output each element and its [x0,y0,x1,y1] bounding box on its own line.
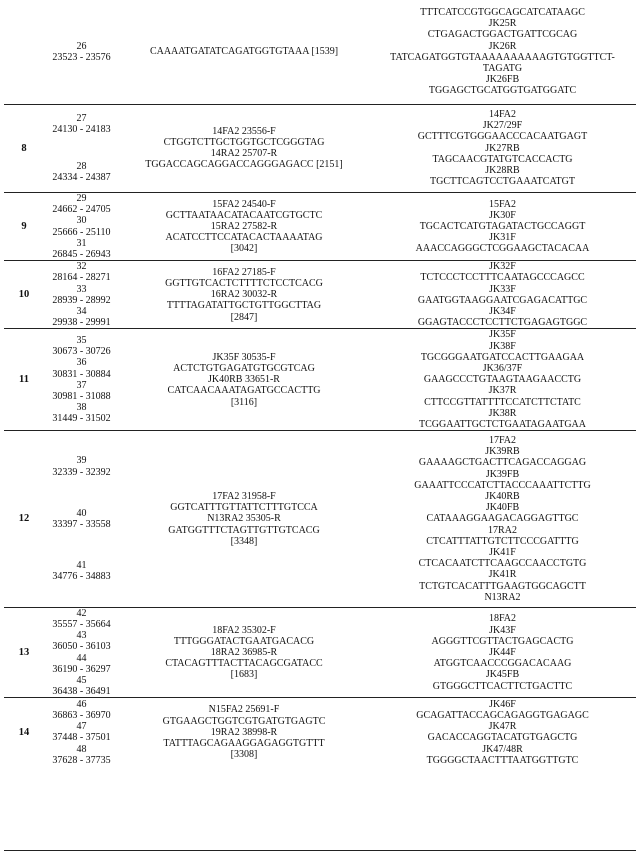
exon-range: 26845 - 26943 [52,249,111,261]
exon-number: 30 [76,215,87,227]
sequencing-primer-line: AAACCAGGGCTCGGAAGCTACACAA [415,243,590,255]
exon-number: 36 [76,357,87,369]
sequencing-primer-cell [369,698,636,766]
sequencing-primer-line: GTGGGCTTCACTTCTGACTTC [432,680,573,692]
exon-group-number: 11 [19,374,29,386]
exon-cell [44,698,119,766]
exon-gap [44,478,119,508]
exon-number: 26 [76,40,87,52]
exon-range: 31449 - 31502 [52,413,111,425]
sequencing-primer-line: TTTCATCCGTGGCAGCATCATAAGC [420,6,585,18]
exon-range: 30673 - 30726 [52,346,111,358]
sequencing-primer-line: CTCATTTATTGTCTTCCCGATTTG [426,535,579,547]
exon-group-number: 8 [21,142,27,154]
sequencing-primer-line: JK33F [489,283,516,295]
sequencing-primer-cell [369,431,636,607]
exon-number: 33 [76,283,87,295]
table-row [4,698,636,766]
table-row [4,329,636,430]
exon-range: 35557 - 35664 [52,618,111,630]
sequencing-primer-line: CTGAGACTGGACTGATTCGCAG [427,29,578,41]
exon-number: 47 [76,721,87,733]
pcr-primer-line: 14RA2 25707-R [210,148,278,160]
sequencing-primer-line: TGCTTCAGTCCTGAAATCATGT [430,176,575,188]
exon-number: 29 [76,193,87,204]
sequencing-primer-line: GCAGATTACCAGCAGAGGTGAGAGC [416,709,589,721]
exon-number: 46 [76,698,87,710]
pcr-primer-line: ACTCTGTGAGATGTGCGTCAG [173,363,315,375]
pcr-primer-line: 16FA2 27185-F [212,266,276,278]
exon-group-number: 14 [18,726,30,738]
pcr-primer-cell [119,261,369,329]
sequencing-primer-line: JK31F [489,232,516,244]
sequencing-primer-line: JK38R [488,407,517,419]
exon-number: 43 [76,630,87,642]
sequencing-primer-line: GGAGTACCCTCCTTCTGAGAGTGGC [417,317,588,329]
table-bottom-rule [4,850,636,851]
exon-group-number: 9 [21,221,27,232]
primer-table-body [4,0,636,766]
pcr-primer-line: TTTGGGATACTGAATGACACG [173,635,315,647]
sequencing-primer-line: JK27/29F [482,120,523,132]
exon-number: 45 [76,674,87,686]
sequencing-primer-line: CTCACAATCTTCAAGCCAACCTGTG [418,558,587,570]
sequencing-primer-line: JK40FB [485,502,520,514]
table-row [4,193,636,261]
exon-number: 32 [76,261,87,273]
exon-group-number: 10 [18,289,30,301]
pcr-primer-cell [119,698,369,766]
pcr-primer-line: 15FA2 24540-F [212,198,276,210]
sequencing-primer-line: JK39RB [485,446,520,458]
pcr-primer-line: 15RA2 27582-R [210,221,278,232]
sequencing-primer-line: JK40RB [485,491,520,502]
exon-range: 23523 - 23576 [52,51,111,63]
exon-group-number [4,0,44,104]
pcr-primer-cell [119,608,369,698]
sequencing-primer-line: GAAATTCCCATCTTACCCAAATTCTTG [414,479,591,491]
exon-range: 37628 - 37735 [52,754,111,766]
sequencing-primer-line: JK43F [489,624,516,636]
table-row [4,0,636,104]
exon-number: 34 [76,306,87,318]
exon-number: 35 [76,335,87,347]
primer-table [4,0,636,766]
sequencing-primer-cell [369,0,636,104]
table-row [4,105,636,193]
pcr-primer-line: GATGGTTTCTAGTTGTTGTCACG [168,524,320,536]
sequencing-primer-line: JK36/37F [482,363,523,375]
pcr-primer-line: 19RA2 38998-R [210,726,278,738]
sequencing-primer-cell [369,105,636,193]
pcr-primer-cell [119,329,369,430]
pcr-primer-line: ACATCCTTCCATACACTAAAATAG [165,232,323,244]
pcr-primer-line: 16RA2 30032-R [210,289,278,301]
exon-group-number: 12 [18,513,30,525]
sequencing-primer-line: TGCGGGAATGATCCACTTGAAGAA [420,351,585,363]
pcr-primer-line: N15FA2 25691-F [208,704,280,716]
exon-cell [44,261,119,329]
exon-group-number: 13 [18,646,30,658]
pcr-primer-line: [1683] [230,669,258,681]
sequencing-primer-line: JK32F [489,261,516,273]
exon-range: 33397 - 33558 [52,519,111,531]
sequencing-primer-line: TGGGGCTAACTTTAATGGTTGTC [426,754,579,766]
exon-range: 28939 - 28992 [52,294,111,306]
pcr-primer-line: [3042] [230,243,258,255]
exon-cell [44,105,119,193]
exon-range: 36438 - 36491 [52,686,111,698]
exon-number: 28 [76,161,87,173]
pcr-primer-line: JK35F 30535-F [212,351,276,363]
exon-range: 30831 - 30884 [52,368,111,380]
sequencing-primer-cell [369,608,636,698]
sequencing-primer-line: JK44F [489,646,516,658]
pcr-primer-line: GGTCATTTGTTATTCTTTGTCCA [170,502,318,514]
exon-number: 31 [76,237,87,249]
exon-gap [44,135,119,161]
exon-cell [44,431,119,607]
pcr-primer-cell [119,431,369,607]
pcr-primer-line: CTGGTCTTGCTGGTGCTCGGGTAG [163,137,325,149]
exon-range: 36190 - 36297 [52,663,111,675]
sequencing-primer-line: JK47R [488,721,517,733]
sequencing-primer-line: TCTCCCTCCTTTCAATAGCCCAGCC [420,272,585,284]
pcr-primer-line: GGTTGTCACTCTTTTCTCCTCACG [165,278,323,290]
sequencing-primer-line: JK26R [488,40,517,52]
pcr-primer-cell [119,105,369,193]
sequencing-primer-line: TCGGAATTGCTCTGAATAGAATGAA [419,419,586,431]
sequencing-primer-line: TAGATG [482,62,523,74]
sequencing-primer-line: JK38F [489,340,516,352]
pcr-primer-line: TTTTAGATATTGCTGTTGGCTTAG [166,300,322,312]
sequencing-primer-line: 18FA2 [488,613,517,625]
sequencing-primer-line: 15FA2 [488,198,517,210]
pcr-primer-line: JK40RB 33651-R [208,374,280,386]
sequencing-primer-line: JK27RB [485,142,520,154]
sequencing-primer-line: JK41F [489,547,516,559]
sequencing-primer-line: TAGCAACGTATGTCACCACTG [432,153,573,165]
sequencing-primer-line: N13RA2 [484,591,521,603]
sequencing-primer-line: TATCAGATGGTGTAAAAAAAAAAGTGTGGTTCT- [390,51,615,63]
pcr-primer-line: [3308] [230,749,258,761]
pcr-primer-line: 14FA2 23556-F [212,125,276,137]
sequencing-primer-line: GAATGGTAAGGAATCGAGACATTGC [417,294,588,306]
exon-cell [44,329,119,430]
sequencing-primer-line: TCTGTCACATTTGAAGTGGCAGCTT [419,580,586,592]
pcr-primer-line: GTGAAGCTGGTCGTGATGTGAGTC [162,715,326,727]
sequencing-primer-line: JK28RB [485,165,520,177]
sequencing-primer-cell [369,329,636,430]
pcr-primer-line: GCTTAATAACATACAATCGTGCTC [165,209,323,221]
exon-number: 27 [76,112,87,124]
sequencing-primer-line: AGGGTTCGTTACTGAGCACTG [431,635,574,647]
pcr-primer-cell [119,193,369,261]
exon-range: 29938 - 29991 [52,317,111,329]
exon-number: 40 [76,507,87,519]
sequencing-primer-line: JK30F [489,209,516,221]
sequencing-primer-line: GAAGCCCTGTAAGTAAGAACCTG [423,374,582,386]
sequencing-primer-line: JK46F [489,698,516,710]
exon-number: 41 [76,560,87,572]
table-row [4,261,636,329]
sequencing-primer-line: JK47/48R [482,743,523,755]
pcr-primer-line: [2847] [230,311,258,323]
sequencing-primer-line: JK37R [488,385,517,397]
exon-range: 36863 - 36970 [52,709,111,721]
exon-cell [44,0,119,104]
sequencing-primer-cell [369,193,636,261]
exon-number: 44 [76,652,87,664]
pcr-primer-line: 18FA2 35302-F [212,624,276,636]
exon-range: 32339 - 32392 [52,466,111,478]
sequencing-primer-line: JK34F [489,306,516,318]
sequencing-primer-line: 17RA2 [488,524,517,536]
sequencing-primer-line: JK26FB [485,74,520,86]
sequencing-primer-line: CTTCCGTTATTTTCCATCTTCTATC [424,396,581,408]
sequencing-primer-line: JK35F [489,329,516,341]
sequencing-primer-line: GAAAAGCTGACTTCAGACCAGGAG [418,457,587,469]
table-row [4,608,636,698]
exon-gap [44,530,119,560]
exon-range: 24130 - 24183 [52,124,111,136]
pcr-primer-line: TATTTAGCAGAAGGAGAGGTGTTT [163,737,325,749]
pcr-primer-line: N13RA2 35305-R [207,513,281,525]
exon-range: 24662 - 24705 [52,204,111,216]
sequencing-primer-cell [369,261,636,329]
exon-range: 24334 - 24387 [52,172,111,184]
sequencing-primer-line: JK25R [488,18,517,30]
sequencing-primer-line: TGCACTCATGTAGATACTGCCAGGT [419,221,586,232]
exon-number: 42 [76,607,87,619]
exon-number: 48 [76,743,87,755]
pcr-primer-line: 17FA2 31958-F [212,491,276,502]
sequencing-primer-line: 17FA2 [488,434,517,446]
exon-cell [44,193,119,261]
sequencing-primer-line: JK41R [488,569,517,581]
exon-range: 30981 - 31088 [52,391,111,403]
sequencing-primer-line: TGGAGCTGCATGGTGATGGATC [428,85,577,97]
pcr-primer-line: [3348] [230,535,258,547]
exon-number: 39 [76,455,87,467]
sequencing-primer-line: JK39FB [485,468,520,480]
exon-range: 28164 - 28271 [52,272,111,284]
sequencing-primer-line: GCTTTCGTGGGAACCCACAATGAGT [417,131,588,143]
pcr-primer-line: TGGACCAGCAGGACCAGGGAGACC [2151] [145,159,343,171]
pcr-primer-line: [3116] [230,396,258,408]
exon-number: 38 [76,402,87,414]
pcr-primer-line: CATCAACAAATAGATGCCACTTG [167,385,321,397]
sequencing-primer-line: ATGGTCAACCCGGACACAAG [433,658,572,670]
sequencing-primer-line: CATAAAGGAAGACAGGAGTTGC [426,513,579,525]
exon-range: 36050 - 36103 [52,641,111,653]
exon-range: 25666 - 25110 [52,226,111,238]
exon-range: 34776 - 34883 [52,571,111,583]
exon-range: 37448 - 37501 [52,732,111,744]
exon-cell [44,608,119,698]
pcr-primer-line: CAAAATGATATCAGATGGTGTAAA [1539] [149,46,339,58]
pcr-primer-line: CTACAGTTTACTTACAGCGATACC [165,658,323,670]
exon-number: 37 [76,379,87,391]
sequencing-primer-line: 14FA2 [488,109,517,121]
pcr-primer-cell [119,0,369,104]
table-row [4,431,636,607]
pcr-primer-line: 18RA2 36985-R [210,646,278,658]
sequencing-primer-line: JK45FB [485,669,520,681]
sequencing-primer-line: GACACCAGGTACATGTGAGCTG [427,732,578,744]
